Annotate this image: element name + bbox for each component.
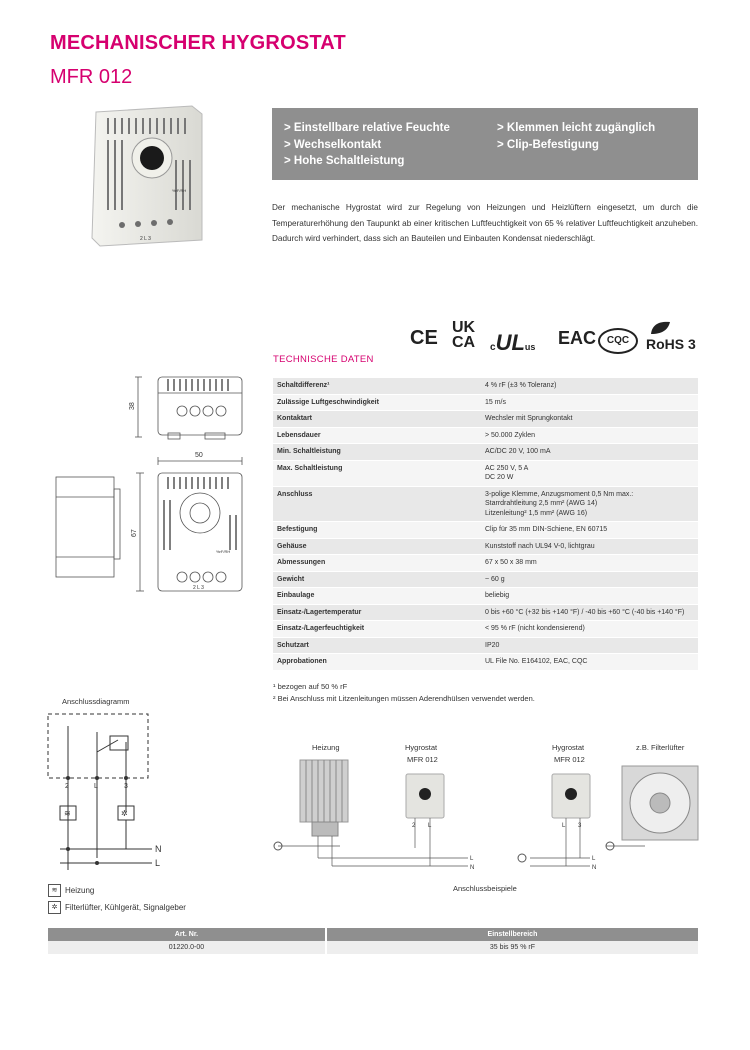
spec-value: beliebig	[481, 588, 698, 605]
spec-key: Befestigung	[273, 522, 481, 539]
feature-list-right	[497, 120, 655, 153]
spec-value: Kunststoff nach UL94 V-0, lichtgrau	[481, 538, 698, 555]
footnotes	[273, 681, 535, 705]
example-hygro1-label: Hygrostat	[405, 743, 438, 752]
spec-value: UL File No. E164102, EAC, CQC	[481, 654, 698, 671]
example-line-n: N	[470, 865, 475, 871]
feature-item: > Einstellbare relative Feuchte	[284, 122, 450, 134]
spec-value: 67 x 50 x 38 mm	[481, 555, 698, 572]
photo-scale-label: %rF/RH	[172, 188, 187, 193]
ul-c: c	[490, 342, 496, 353]
spec-key: Gewicht	[273, 571, 481, 588]
spec-key: Zulässige Luftgeschwindigkeit	[273, 394, 481, 411]
spec-key: Einbaulage	[273, 588, 481, 605]
dimension-drawing	[40, 365, 255, 595]
spec-value: > 50.000 Zyklen	[481, 427, 698, 444]
table-row	[273, 522, 698, 539]
examples-caption: Anschlussbeispiele	[453, 884, 517, 893]
spec-key: Gehäuse	[273, 538, 481, 555]
spec-key: Einsatz-/Lagerfeuchtigkeit	[273, 621, 481, 638]
table-row	[273, 588, 698, 605]
table-row	[273, 637, 698, 654]
legend-heating-label: Heizung	[65, 886, 95, 895]
example-line-l: L	[470, 856, 474, 862]
feature-item: > Clip-Befestigung	[497, 138, 599, 151]
example-line-l2: L	[592, 856, 596, 862]
spec-table	[273, 378, 698, 671]
art-header-range: Einstellbereich	[326, 928, 698, 941]
spec-key: Max. Schaltleistung	[273, 460, 481, 486]
table-row	[48, 941, 698, 954]
cqc-mark: CQC	[598, 328, 638, 354]
ul-letters: UL	[495, 330, 525, 355]
ukca-bottom: CA	[452, 334, 476, 351]
dim-scale-label: %rF/RH	[216, 549, 231, 554]
eac-mark: EAC	[558, 328, 597, 348]
heating-symbol-icon: ≋	[64, 809, 71, 818]
article-table	[48, 928, 698, 954]
spec-key: Anschluss	[273, 486, 481, 522]
table-row	[273, 394, 698, 411]
fan-symbol-icon: ✲	[121, 809, 128, 818]
example-terminal-3: 3	[578, 823, 582, 829]
table-row	[273, 621, 698, 638]
ukca-mark	[452, 320, 475, 350]
example-terminal-l2: L	[562, 823, 566, 829]
tech-heading: TECHNISCHE DATEN	[273, 354, 374, 365]
example-terminal-2: 2	[412, 823, 416, 829]
spec-key: Kontaktart	[273, 411, 481, 428]
table-row	[273, 378, 698, 394]
ukca-top: UK	[452, 319, 476, 336]
table-row	[273, 486, 698, 522]
table-row	[273, 604, 698, 621]
diagram-legend	[48, 882, 186, 916]
diagram-terminal-3: 3	[124, 783, 128, 790]
footnote: ¹ bezogen auf 50 % rF	[273, 682, 348, 691]
example-hygro1-model: MFR 012	[407, 755, 438, 764]
spec-value: 0 bis +60 °C (+32 bis +140 °F) / -40 bis +60 °C (-40 bis +140 °F)	[481, 604, 698, 621]
spec-key: Min. Schaltleistung	[273, 444, 481, 461]
connection-diagram	[40, 712, 180, 872]
spec-value: 3-polige Klemme, Anzugsmoment 0,5 Nm max.: Starrdrahtleitung 2,5 mm² (AWG 14) Litzenleitung² 1,5 mm² (AWG 16)	[481, 486, 698, 522]
spec-key: Approbationen	[273, 654, 481, 671]
spec-value: IP20	[481, 637, 698, 654]
page-subtitle: MFR 012	[50, 66, 133, 88]
table-row	[273, 538, 698, 555]
dim-width: 50	[195, 452, 203, 459]
footnote: ² Bei Anschluss mit Litzenleitungen müssen Aderendhülsen verwendet werden.	[273, 694, 535, 703]
heating-icon: ≋	[48, 884, 61, 897]
example-filter-label: z.B. Filterlüfter	[636, 743, 685, 752]
spec-value: Clip für 35 mm DIN-Schiene, EN 60715	[481, 522, 698, 539]
example-hygro2-label: Hygrostat	[552, 743, 585, 752]
rohs-mark: RoHS 3	[646, 336, 696, 352]
dim-depth: 38	[129, 402, 136, 410]
legend-fan-label: Filterlüfter, Kühlgerät, Signalgeber	[65, 903, 186, 912]
spec-key: Abmessungen	[273, 555, 481, 572]
spec-value: 4 % rF (±3 % Toleranz)	[481, 378, 698, 394]
feature-box	[272, 108, 698, 180]
fan-icon: ✲	[48, 901, 61, 914]
table-row	[273, 427, 698, 444]
diagram-title: Anschlussdiagramm	[62, 697, 130, 706]
art-header-number: Art. Nr.	[48, 928, 326, 941]
diagram-line-l: L	[155, 858, 161, 868]
feature-item: > Klemmen leicht zugänglich	[497, 122, 656, 134]
ul-us: us	[524, 342, 536, 352]
diagram-terminal-l: L	[94, 783, 98, 790]
spec-value: AC 250 V, 5 A DC 20 W	[481, 460, 698, 486]
spec-value: < 95 % rF (nicht kondensierend)	[481, 621, 698, 638]
spec-value: ~ 60 g	[481, 571, 698, 588]
spec-key: Schaltdifferenz¹	[273, 378, 481, 394]
connection-examples	[270, 738, 710, 888]
rohs-leaf-icon	[648, 320, 668, 332]
spec-value: AC/DC 20 V, 100 mA	[481, 444, 698, 461]
page-title: MECHANISCHER HYGROSTAT	[50, 32, 346, 54]
diagram-terminal-2: 2	[65, 783, 69, 790]
table-row	[273, 654, 698, 671]
table-row	[273, 411, 698, 428]
example-line-n2: N	[592, 865, 597, 871]
example-hygro2-model: MFR 012	[554, 755, 585, 764]
product-photo	[88, 100, 208, 250]
product-description: Der mechanische Hygrostat wird zur Regelung von Heizungen und Heizlüftern eingesetzt, um durch die Temperaturerhöhung den Taupunkt ab einer kritischen Luftfeuchtigkeit von 65 % relativer Luftfeuchtigkeit anzuheben. Dadurch wird verhindert, dass sich an Bauteilen und Einbauten Kondensat niederschlägt.	[272, 203, 698, 243]
feature-item: > Wechselkontakt	[284, 138, 382, 151]
spec-key: Lebensdauer	[273, 427, 481, 444]
table-row	[273, 444, 698, 461]
ce-mark: CE	[410, 327, 438, 349]
feature-list-left	[284, 120, 450, 170]
photo-terminal-labels: 2 L 3	[140, 236, 151, 242]
spec-key: Schutzart	[273, 637, 481, 654]
legend-heating	[48, 882, 186, 899]
feature-item: > Hohe Schaltleistung	[284, 155, 405, 167]
table-row	[273, 460, 698, 486]
ul-mark	[490, 330, 535, 356]
certification-marks	[410, 320, 710, 358]
legend-fan	[48, 899, 186, 916]
example-heizung-label: Heizung	[312, 743, 340, 752]
diagram-line-n: N	[155, 844, 162, 854]
table-row	[273, 571, 698, 588]
spec-key: Einsatz-/Lagertemperatur	[273, 604, 481, 621]
dim-height: 67	[131, 529, 138, 537]
spec-value: 15 m/s	[481, 394, 698, 411]
art-range: 35 bis 95 % rF	[326, 941, 698, 954]
spec-value: Wechsler mit Sprungkontakt	[481, 411, 698, 428]
example-terminal-l: L	[428, 823, 432, 829]
art-number: 01220.0-00	[48, 941, 326, 954]
table-row	[273, 555, 698, 572]
dim-terminal-labels: 2 L 3	[193, 585, 204, 591]
